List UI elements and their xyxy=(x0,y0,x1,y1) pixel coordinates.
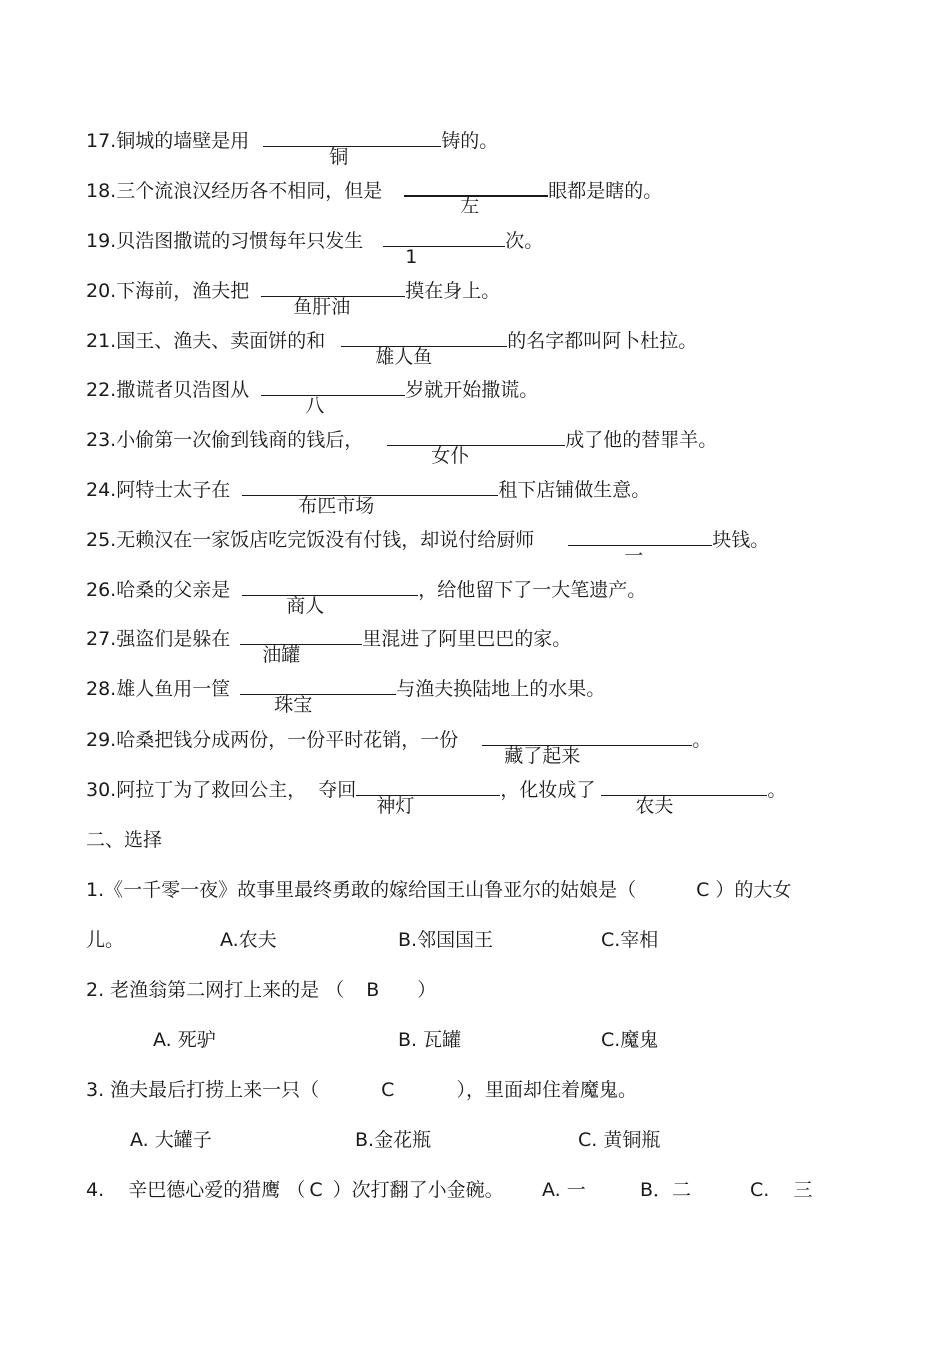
question-29 xyxy=(86,727,712,767)
answer-blank xyxy=(356,795,500,817)
question-22 xyxy=(86,377,539,417)
question-26 xyxy=(86,577,647,617)
answer-text-2: 农夫 xyxy=(635,795,674,817)
question-text: 1.《一千零一夜》故事里最终勇敢的嫁给国王山鲁亚尔的姑娘是（ xyxy=(86,879,637,901)
answer-blank xyxy=(404,195,548,217)
question-text: 铜城的墙壁是用 xyxy=(116,130,250,152)
answer-text: 雄人鱼 xyxy=(375,346,433,368)
answer-letter: C xyxy=(309,1179,323,1201)
question-number: 20. xyxy=(86,280,117,302)
question-21 xyxy=(86,328,698,368)
question-text-end: ） xyxy=(417,979,437,1001)
question-text-end: ）的大女 xyxy=(715,879,792,901)
question-text-end: 。 xyxy=(692,729,712,751)
question-text-end: ），里面却住着魔鬼。 xyxy=(456,1079,637,1101)
choice-question-1-continuation: 儿。 xyxy=(86,929,125,951)
question-18 xyxy=(86,178,663,217)
option-b: B.金花瓶 xyxy=(355,1129,432,1151)
option-b: B．二 xyxy=(640,1179,692,1201)
question-28 xyxy=(86,676,606,716)
question-number: 28. xyxy=(86,678,117,700)
question-text: 无赖汉在一家饭店吃完饭没有付钱，却说付给厨师 xyxy=(116,529,535,551)
question-text: 4. 辛巴德心爱的猎鹰 （ xyxy=(86,1179,306,1201)
answer-blank xyxy=(341,346,507,368)
answer-text: 布匹市场 xyxy=(298,495,375,517)
answer-blank xyxy=(261,395,405,417)
question-number: 22. xyxy=(86,379,117,401)
question-number: 18. xyxy=(86,180,117,202)
answer-text: 一 xyxy=(624,545,644,567)
question-text-end: 次。 xyxy=(505,230,544,252)
question-number: 21. xyxy=(86,330,117,352)
question-text: 哈桑把钱分成两份，一份平时花销，一份 xyxy=(116,729,459,751)
answer-blank xyxy=(263,146,441,168)
question-text-end: ）次打翻了小金碗。 xyxy=(332,1179,504,1201)
question-27 xyxy=(86,626,572,666)
section-title: 二、选择 xyxy=(86,829,163,851)
choice-question-2 xyxy=(86,977,436,1003)
question-text: 小偷第一次偷到钱商的钱后， xyxy=(116,429,364,451)
answer-text: 八 xyxy=(305,395,325,417)
question-text-end: 铸的。 xyxy=(441,130,499,152)
question-text: 3. 渔夫最后打捞上来一只（ xyxy=(86,1079,320,1101)
question-number: 24. xyxy=(86,479,117,501)
question-24 xyxy=(86,477,651,517)
option-b: B. 瓦罐 xyxy=(398,1029,462,1051)
answer-text: 铜 xyxy=(329,146,349,168)
question-text: 下海前，渔夫把 xyxy=(116,280,250,302)
question-text: 贝浩图撒谎的习惯每年只发生 xyxy=(116,230,364,252)
option-c: C.宰相 xyxy=(601,929,659,951)
question-25 xyxy=(86,527,770,567)
option-b: B.邻国国王 xyxy=(398,929,494,951)
answer-blank xyxy=(261,296,405,318)
question-number: 26. xyxy=(86,579,117,601)
answer-text: 左 xyxy=(460,195,480,217)
option-a: A.农夫 xyxy=(220,929,277,951)
choice-question-1 xyxy=(86,877,791,903)
answer-text: 神灯 xyxy=(376,795,415,817)
question-17 xyxy=(86,128,499,168)
answer-blank xyxy=(482,745,692,767)
question-text-end: ，给他留下了一大笔遗产。 xyxy=(418,579,647,601)
question-text-end: 成了他的替罪羊。 xyxy=(565,429,718,451)
question-number: 19. xyxy=(86,230,117,252)
question-text: 撒谎者贝浩图从 xyxy=(116,379,250,401)
answer-text: 珠宝 xyxy=(274,694,313,716)
question-text: 阿拉丁为了救回公主， 夺回 xyxy=(116,779,357,801)
question-text-end: 摸在身上。 xyxy=(405,280,501,302)
answer-letter: B xyxy=(366,979,380,1001)
question-text-end: 岁就开始撒谎。 xyxy=(405,379,539,401)
option-a: A. 大罐子 xyxy=(130,1129,212,1151)
question-text: 哈桑的父亲是 xyxy=(116,579,231,601)
question-number: 27. xyxy=(86,628,117,650)
question-text-end: 的名字都叫阿卜杜拉。 xyxy=(507,330,698,352)
choice-question-3 xyxy=(86,1077,637,1103)
question-text-end: 里混进了阿里巴巴的家。 xyxy=(362,628,572,650)
answer-text: 油罐 xyxy=(262,644,301,666)
answer-blank xyxy=(242,595,418,617)
answer-text: 商人 xyxy=(286,595,325,617)
answer-text: 藏了起来 xyxy=(504,745,581,767)
option-a: A. 死驴 xyxy=(153,1029,216,1051)
question-23 xyxy=(86,427,718,467)
answer-blank xyxy=(383,246,505,268)
question-text: 三个流浪汉经历各不相同，但是 xyxy=(116,180,383,202)
option-a: A. 一 xyxy=(542,1179,586,1201)
answer-letter: C xyxy=(696,879,710,901)
answer-blank xyxy=(240,694,396,716)
answer-blank xyxy=(568,545,712,567)
answer-blank xyxy=(242,495,498,517)
question-text: 阿特士太子在 xyxy=(116,479,231,501)
option-c: C.魔鬼 xyxy=(601,1029,659,1051)
question-text-mid: ，化妆成了 xyxy=(500,779,596,801)
question-19 xyxy=(86,228,544,268)
question-text: 2. 老渔翁第二网打上来的是 （ xyxy=(86,979,345,1001)
question-30 xyxy=(86,777,787,817)
answer-blank-2 xyxy=(601,795,767,817)
answer-text: 1 xyxy=(405,246,418,268)
question-number: 30. xyxy=(86,779,117,801)
question-text-end: 。 xyxy=(767,779,787,801)
question-text-end: 租下店铺做生意。 xyxy=(498,479,651,501)
question-number: 17. xyxy=(86,130,117,152)
answer-letter: C xyxy=(381,1079,395,1101)
option-c: C. 黄铜瓶 xyxy=(578,1129,661,1151)
question-number: 23. xyxy=(86,429,117,451)
question-number: 29. xyxy=(86,729,117,751)
question-text: 强盗们是躲在 xyxy=(116,628,231,650)
question-text: 国王、渔夫、卖面饼的和 xyxy=(116,330,326,352)
question-text-end: 块钱。 xyxy=(712,529,770,551)
option-c: C. 三 xyxy=(750,1179,813,1201)
answer-text: 女仆 xyxy=(431,445,470,467)
question-text: 雄人鱼用一筐 xyxy=(116,678,231,700)
answer-text: 鱼肝油 xyxy=(293,296,351,318)
answer-blank xyxy=(240,644,362,666)
choice-question-4 xyxy=(86,1177,504,1203)
question-20 xyxy=(86,278,501,318)
question-text-end: 与渔夫换陆地上的水果。 xyxy=(396,678,606,700)
question-number: 25. xyxy=(86,529,117,551)
answer-blank xyxy=(387,445,565,467)
question-text-end: 眼都是瞎的。 xyxy=(548,180,663,202)
